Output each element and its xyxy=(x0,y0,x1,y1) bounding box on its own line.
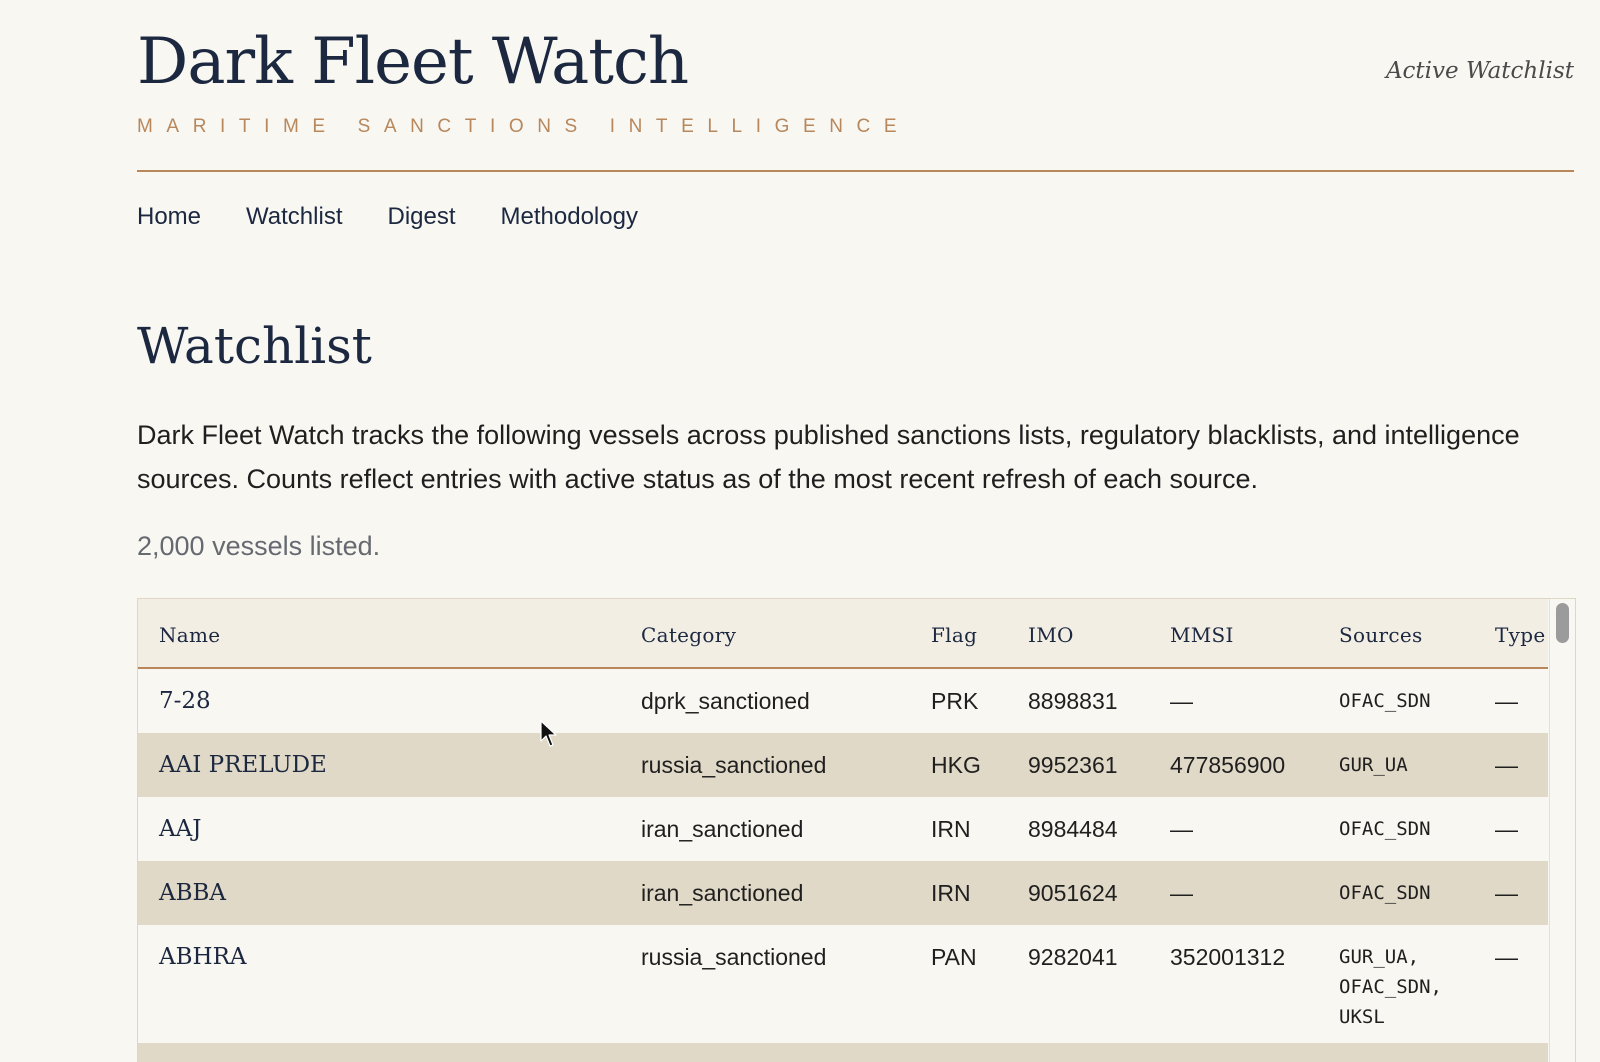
vessel-sources xyxy=(1339,942,1442,1032)
vessel-flag: IRN xyxy=(931,816,971,842)
table-row[interactable] xyxy=(138,669,1548,733)
vessel-category: dprk_sanctioned xyxy=(641,688,810,714)
table-row[interactable] xyxy=(138,797,1548,861)
vessel-sources xyxy=(1339,878,1431,908)
vessel-type: — xyxy=(1495,752,1518,778)
vessel-category: russia_sanctioned xyxy=(641,752,827,778)
table-header-row xyxy=(138,599,1548,669)
site-title[interactable]: Dark Fleet Watch xyxy=(137,25,689,99)
column-header-name[interactable]: Name xyxy=(159,623,221,647)
table-row[interactable] xyxy=(138,1043,1548,1062)
vessel-type: — xyxy=(1495,880,1518,906)
column-header-mmsi[interactable]: MMSI xyxy=(1170,623,1234,647)
scrollbar-thumb[interactable] xyxy=(1556,603,1569,643)
nav-item-watchlist[interactable]: Watchlist xyxy=(246,203,343,230)
column-header-imo[interactable]: IMO xyxy=(1028,623,1074,647)
page-title: Watchlist xyxy=(137,317,372,375)
vessel-name[interactable]: ABHRA xyxy=(159,944,247,970)
vessel-imo: 9952361 xyxy=(1028,752,1118,778)
vessel-category: russia_sanctioned xyxy=(641,944,827,970)
source-tag: OFAC_SDN xyxy=(1339,882,1431,904)
intro-paragraph: Dark Fleet Watch tracks the following vessels across published sanctions lists, regulatory blacklists, and intelligence sources. Counts reflect entries with active status as of the most recent refresh of each source. xyxy=(137,420,1520,494)
mouse-cursor-icon xyxy=(540,720,558,748)
vessel-name[interactable]: ABBA xyxy=(159,880,227,906)
main-nav xyxy=(137,202,638,232)
vessel-category: iran_sanctioned xyxy=(641,816,804,842)
vessel-type: — xyxy=(1495,944,1518,970)
column-header-type[interactable]: Type xyxy=(1495,623,1546,647)
vessel-imo: 8984484 xyxy=(1028,816,1118,842)
vessel-sources xyxy=(1339,686,1431,716)
table-scrollbar[interactable] xyxy=(1549,599,1575,1062)
header-divider xyxy=(137,170,1574,172)
vessel-mmsi: — xyxy=(1170,688,1193,714)
column-header-sources[interactable]: Sources xyxy=(1339,623,1423,647)
source-tag: UKSL xyxy=(1339,1006,1385,1028)
nav-item-methodology[interactable]: Methodology xyxy=(500,203,638,230)
header-status-label: Active Watchlist xyxy=(1385,58,1574,84)
vessel-mmsi: — xyxy=(1170,816,1193,842)
column-header-flag[interactable]: Flag xyxy=(931,623,978,647)
vessel-count: 2,000 vessels listed. xyxy=(137,531,381,561)
vessel-imo: 9282041 xyxy=(1028,944,1118,970)
source-tag: GUR_UA, xyxy=(1339,946,1420,968)
vessel-mmsi: 477856900 xyxy=(1170,752,1286,778)
site-tagline: MARITIME SANCTIONS INTELLIGENCE xyxy=(137,116,911,137)
vessel-type: — xyxy=(1495,816,1518,842)
vessel-imo: 9051624 xyxy=(1028,880,1118,906)
vessel-flag: PRK xyxy=(931,688,979,714)
table-row[interactable] xyxy=(138,925,1548,1043)
source-tag: OFAC_SDN xyxy=(1339,818,1431,840)
vessel-flag: IRN xyxy=(931,880,971,906)
vessel-mmsi: — xyxy=(1170,880,1193,906)
vessel-name[interactable]: AAJ xyxy=(159,816,202,842)
nav-item-digest[interactable]: Digest xyxy=(387,203,456,230)
source-tag: OFAC_SDN xyxy=(1339,690,1431,712)
vessel-sources xyxy=(1339,750,1408,780)
vessel-category: iran_sanctioned xyxy=(641,880,804,906)
vessel-sources xyxy=(1339,814,1431,844)
vessel-flag: PAN xyxy=(931,944,977,970)
table-row[interactable] xyxy=(138,861,1548,925)
vessel-name[interactable]: 7-28 xyxy=(159,688,211,714)
source-tag: OFAC_SDN, xyxy=(1339,976,1442,998)
column-header-category[interactable]: Category xyxy=(641,623,737,647)
vessel-imo: 8898831 xyxy=(1028,688,1118,714)
nav-item-home[interactable]: Home xyxy=(137,203,202,230)
table-row[interactable] xyxy=(138,733,1548,797)
source-tag: GUR_UA xyxy=(1339,754,1408,776)
site-header xyxy=(137,22,1574,172)
vessel-name[interactable]: AAI PRELUDE xyxy=(159,752,327,778)
vessel-mmsi: 352001312 xyxy=(1170,944,1286,970)
watchlist-table xyxy=(137,598,1576,1062)
vessel-flag: HKG xyxy=(931,752,981,778)
vessel-type: — xyxy=(1495,688,1518,714)
